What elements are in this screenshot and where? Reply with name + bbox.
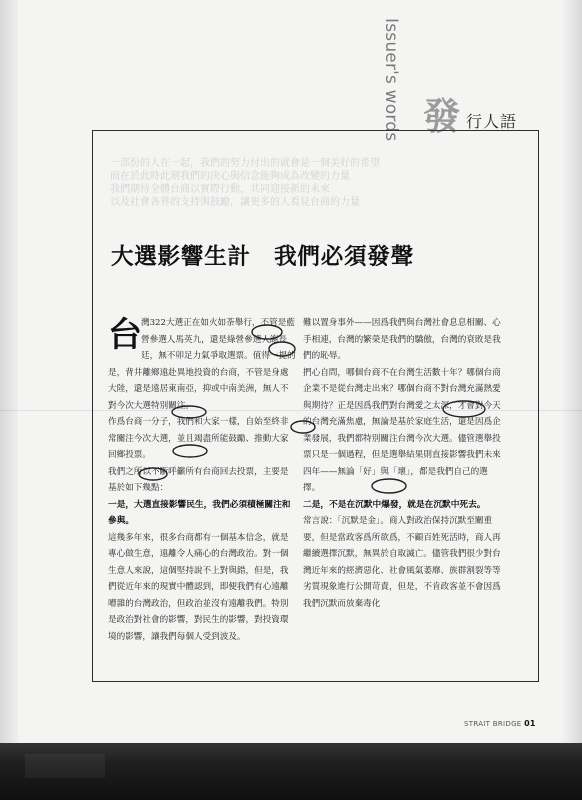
page-number: 01 xyxy=(524,719,536,728)
article-right-column xyxy=(303,315,503,675)
magazine-footer xyxy=(464,719,536,728)
scanner-band-reflection xyxy=(25,754,105,778)
article-headline: 大選影響生計 我們必須發聲 xyxy=(111,244,414,270)
right-paper-edge xyxy=(562,0,582,760)
ghost-line: 一部份的人在一起，我們的努力付出的就會是一個美好的希望 xyxy=(110,158,380,169)
ghost-line: 而在於此時此刻我們的決心與信念能夠成為改變的力量 xyxy=(110,171,350,182)
section-large-character: 發 xyxy=(423,94,460,138)
section-small-title: 行人語 xyxy=(466,111,518,131)
show-through-text xyxy=(110,157,505,221)
left-paragraph-1-text: 灣322大選正在如火如荼舉行，不管是藍營參選人馬英九，還是綠營參選人謝長廷，無不卯足力氣爭取選票。值得一提的是，背井離鄉遠赴異地投資的台商，不管是身處大陸，還是遠居東南亞，抑或中南美洲，無人不對今次大選特別關注。 xyxy=(108,318,296,411)
right-paragraph-3: 常言說：「沉默是金」。商人對政治保持沉默至關重要，但是當政客爲所欲爲，不顧百姓死活時，商人再繼續選擇沉默，無異於自取滅亡。儘管我們很少對台灣近年來的經濟惡化、社會風氣萎靡、族群割裂等等劣質現象進行公開苛責，但是，不肯政客並不會因爲我們沉默而放棄毒化 xyxy=(303,516,501,609)
drop-cap: 台 xyxy=(108,315,142,355)
issuer-words-vertical-title: Issuer's words xyxy=(381,18,401,142)
left-paragraph-4: 這幾多年來，很多台商都有一個基本信念，就是專心做生意，遠離令人痛心的台灣政治。對一個生意人來說，這個堅持說不上對與錯，但是，我們從近年來的現實中體認到，即便我們有心遠離嘈雜的台灣政治，但政治並沒有遠離我們。特別是政治對社會的影響，對民生的影響，對投資環境的影響，讓我們每個人受到波及。 xyxy=(108,532,289,642)
left-paper-edge xyxy=(0,0,18,800)
right-subheading: 二是，不是在沉默中爆發，就是在沉默中死去。 xyxy=(303,499,486,510)
right-paragraph-1: 難以置身事外——因爲我們與台灣社會息息相關、心手相連，台灣的繁榮是我們的驕傲，台灣的衰敗是我們的恥辱。 xyxy=(303,318,501,361)
magazine-footer-label: STRAIT BRIDGE xyxy=(464,720,522,728)
section-brand xyxy=(423,94,518,138)
ghost-line: 以及社會各界的支持與鼓勵，讓更多的人看見台商的力量 xyxy=(110,197,360,208)
left-paragraph-3: 我們之所以不斷呼籲所有台商回去投票，主要是基於如下幾點： xyxy=(108,466,289,493)
ghost-line: 我們期待全體台商以實際行動，共同迎接新的未來 xyxy=(110,184,330,195)
right-paragraph-2: 捫心自問，哪個台商不在台灣生活數十年？哪個台商企業不是從台灣走出來？哪個台商不對台灣充滿熱愛與期待？正是因爲我們對台灣愛之太深，才會對今天的台灣充滿焦慮，無論是基於家庭生活，還是因爲企業發展，我們都特別關注台灣今次大選。儘管選舉投票只是一個過程，但是選舉結果則直接影響我們未來四年——無論「好」與「壞」，都是我們自己的選擇。 xyxy=(303,367,501,493)
left-subheading: 一是，大選直接影響民生，我們必須積極關注和參與。 xyxy=(108,499,291,526)
left-paragraph-2: 作爲台商一分子，我們和大家一樣，自始至終非常關注今次大選，並且竭盡所能鼓勵、推動大家回鄉投票。 xyxy=(108,417,289,460)
left-paragraph-1 xyxy=(108,315,296,414)
article-left-column xyxy=(108,315,296,675)
